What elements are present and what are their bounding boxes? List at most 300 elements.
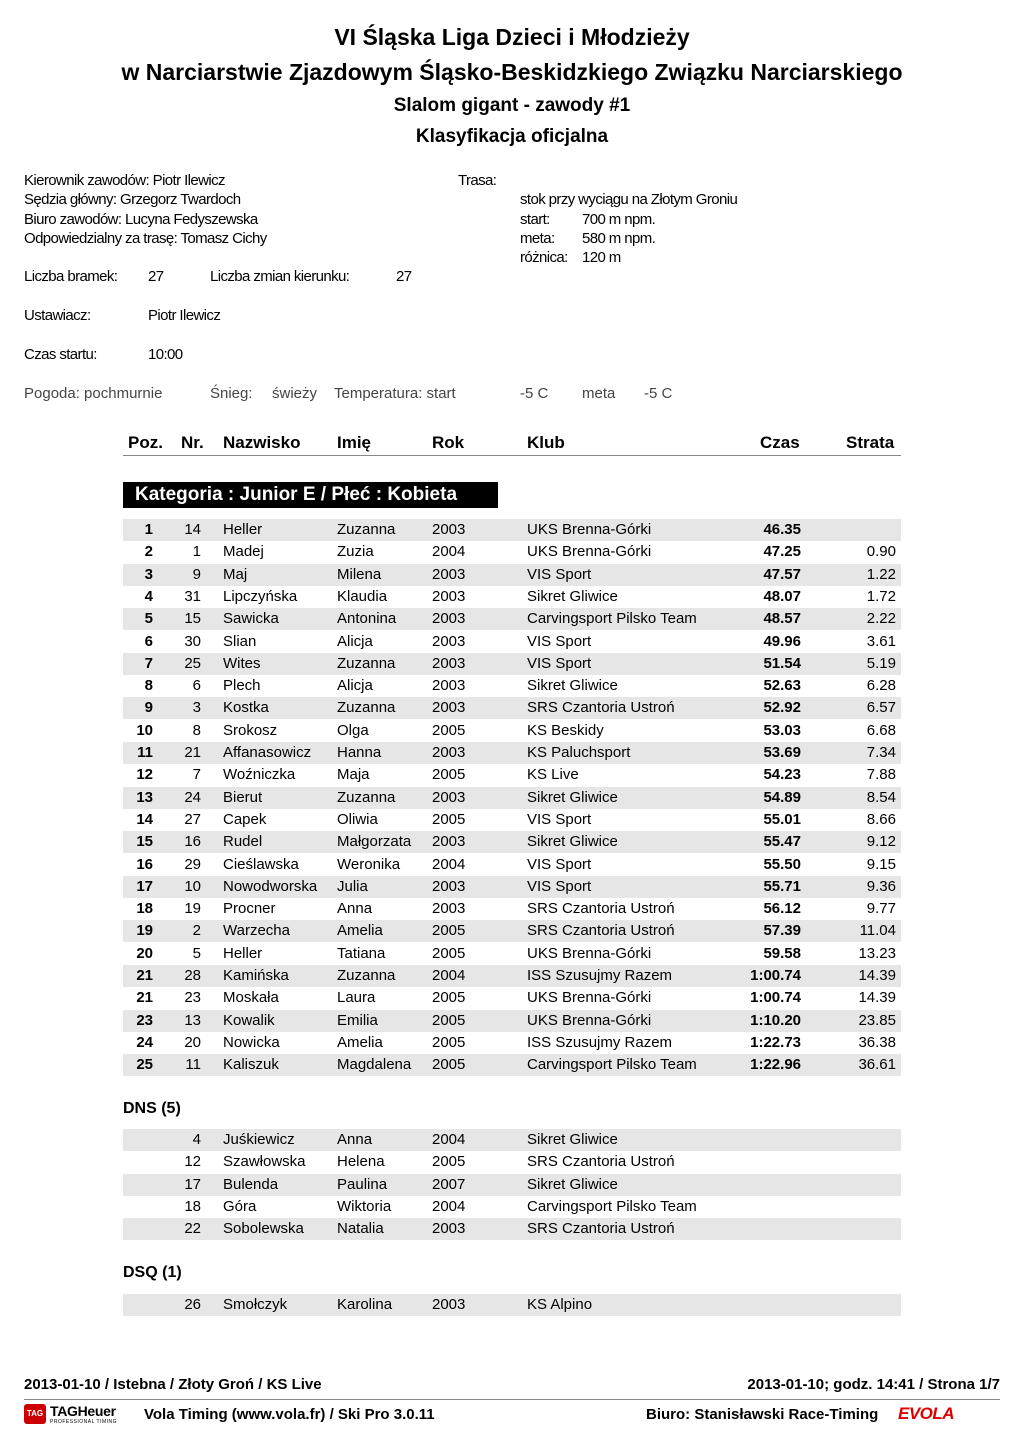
year-cell: 2003 bbox=[432, 521, 466, 538]
position-cell: 14 bbox=[136, 810, 153, 828]
year-cell: 2005 bbox=[432, 721, 466, 739]
footer-software: Vola Timing (www.vola.fr) / Ski Pro 3.0.11 bbox=[144, 1406, 435, 1423]
info-roznica-value: 120 m bbox=[582, 249, 621, 266]
position-cell: 15 bbox=[136, 833, 153, 851]
first-name-cell: Tatiana bbox=[337, 944, 386, 962]
vola-logo: EVOLA bbox=[898, 1404, 955, 1423]
surname-cell: Capek bbox=[223, 810, 267, 828]
time-cell: 53.69 bbox=[763, 744, 801, 761]
time-cell: 55.50 bbox=[763, 855, 801, 873]
diff-cell: 11.04 bbox=[859, 922, 896, 940]
table-row bbox=[123, 631, 901, 653]
table-row bbox=[123, 586, 901, 608]
bib-cell: 25 bbox=[184, 654, 201, 672]
time-cell: 1:10.20 bbox=[750, 1011, 801, 1029]
diff-cell: 7.34 bbox=[866, 744, 896, 761]
club-cell: Sikret Gliwice bbox=[527, 788, 618, 806]
surname-cell: Kamińska bbox=[223, 967, 289, 984]
club-cell: VIS Sport bbox=[527, 855, 592, 873]
time-cell: 59.58 bbox=[763, 944, 801, 962]
year-cell: 2003 bbox=[432, 587, 466, 605]
col-header-nazwisko: Nazwisko bbox=[223, 433, 301, 452]
year-cell: 2005 bbox=[432, 810, 466, 828]
footer-divider bbox=[24, 1399, 1000, 1400]
bib-cell: 2 bbox=[192, 922, 201, 940]
table-row bbox=[123, 965, 901, 987]
first-name-cell: Zuzanna bbox=[337, 699, 396, 717]
bib-cell: 30 bbox=[184, 632, 201, 650]
position-cell: 8 bbox=[144, 677, 153, 695]
surname-cell: Smołczyk bbox=[223, 1296, 288, 1313]
year-cell: 2003 bbox=[432, 1296, 466, 1313]
tag-heuer-text: TAGHeuer bbox=[50, 1403, 116, 1419]
position-cell: 19 bbox=[136, 922, 153, 940]
info-trasa-value: stok przy wyciągu na Złotym Groniu bbox=[520, 191, 738, 208]
weather-snieg-value: świeży bbox=[272, 385, 318, 402]
bib-cell: 22 bbox=[184, 1220, 201, 1238]
surname-cell: Warzecha bbox=[223, 922, 290, 940]
table-row bbox=[123, 1032, 901, 1054]
table-row bbox=[123, 1196, 901, 1218]
time-cell: 54.89 bbox=[763, 788, 801, 806]
surname-cell: Juśkiewicz bbox=[223, 1131, 295, 1148]
first-name-cell: Oliwia bbox=[337, 810, 378, 828]
club-cell: Sikret Gliwice bbox=[527, 833, 618, 851]
bib-cell: 26 bbox=[184, 1296, 201, 1313]
bib-cell: 5 bbox=[192, 944, 201, 962]
info-trasa-label: Trasa: bbox=[458, 172, 497, 189]
bib-cell: 21 bbox=[184, 744, 201, 761]
table-row bbox=[123, 1010, 901, 1032]
surname-cell: Procner bbox=[223, 900, 276, 918]
first-name-cell: Klaudia bbox=[337, 587, 388, 605]
bib-cell: 13 bbox=[184, 1011, 201, 1029]
table-row bbox=[123, 653, 901, 675]
time-cell: 49.96 bbox=[763, 632, 801, 650]
surname-cell: Heller bbox=[223, 944, 263, 962]
table-row bbox=[123, 1151, 901, 1173]
info-zmian-value: 27 bbox=[396, 268, 412, 285]
diff-cell: 9.12 bbox=[866, 833, 896, 851]
year-cell: 2004 bbox=[432, 967, 466, 984]
club-cell: UKS Brenna-Górki bbox=[527, 989, 652, 1007]
year-cell: 2005 bbox=[432, 944, 466, 962]
surname-cell: Szawłowska bbox=[223, 1153, 306, 1171]
table-row bbox=[123, 1174, 901, 1196]
year-cell: 2003 bbox=[432, 900, 466, 918]
first-name-cell: Małgorzata bbox=[337, 833, 412, 851]
time-cell: 46.35 bbox=[763, 521, 801, 538]
table-row bbox=[123, 898, 901, 920]
position-cell: 13 bbox=[136, 788, 153, 806]
col-header-nr: Nr. bbox=[181, 433, 204, 452]
bib-cell: 12 bbox=[184, 1153, 201, 1171]
club-cell: Carvingsport Pilsko Team bbox=[527, 610, 697, 628]
club-cell: VIS Sport bbox=[527, 632, 592, 650]
table-row bbox=[123, 742, 901, 764]
year-cell: 2005 bbox=[432, 1033, 466, 1051]
info-bramek-value: 27 bbox=[148, 268, 164, 285]
col-header-rok: Rok bbox=[432, 433, 465, 452]
first-name-cell: Helena bbox=[337, 1153, 385, 1171]
time-cell: 54.23 bbox=[763, 766, 801, 784]
first-name-cell: Anna bbox=[337, 900, 373, 918]
position-cell: 7 bbox=[144, 654, 153, 672]
diff-cell: 9.15 bbox=[866, 855, 896, 873]
title-line-1: VI Śląska Liga Dzieci i Młodzieży bbox=[334, 24, 690, 50]
surname-cell: Woźniczka bbox=[223, 766, 296, 784]
diff-cell: 3.61 bbox=[866, 632, 896, 650]
weather-temp-label: Temperatura: start bbox=[334, 385, 456, 402]
time-cell: 55.01 bbox=[763, 810, 801, 828]
first-name-cell: Zuzanna bbox=[337, 967, 396, 984]
tag-heuer-badge-text: TAG bbox=[26, 1409, 44, 1418]
club-cell: UKS Brenna-Górki bbox=[527, 543, 652, 561]
position-cell: 5 bbox=[144, 610, 153, 628]
first-name-cell: Amelia bbox=[337, 922, 383, 940]
table-row bbox=[123, 787, 901, 809]
time-cell: 48.57 bbox=[763, 610, 801, 628]
first-name-cell: Amelia bbox=[337, 1033, 383, 1051]
surname-cell: Sawicka bbox=[223, 610, 279, 628]
year-cell: 2007 bbox=[432, 1175, 466, 1193]
surname-cell: Góra bbox=[223, 1197, 257, 1215]
header-divider bbox=[123, 455, 901, 456]
info-meta-label: meta: bbox=[520, 230, 555, 247]
position-cell: 16 bbox=[136, 855, 153, 873]
first-name-cell: Zuzanna bbox=[337, 788, 396, 806]
club-cell: Sikret Gliwice bbox=[527, 1175, 618, 1193]
info-czas-label: Czas startu: bbox=[24, 346, 97, 363]
info-bramek-label: Liczba bramek: bbox=[24, 268, 118, 285]
club-cell: SRS Czantoria Ustroń bbox=[527, 1153, 675, 1171]
bib-cell: 1 bbox=[192, 543, 201, 561]
info-odpowiedzialny: Odpowiedzialny za trasę: Tomasz Cichy bbox=[24, 230, 267, 247]
diff-cell: 9.36 bbox=[866, 877, 896, 895]
bib-cell: 27 bbox=[184, 810, 201, 828]
first-name-cell: Anna bbox=[337, 1131, 373, 1148]
time-cell: 47.57 bbox=[763, 565, 801, 583]
first-name-cell: Karolina bbox=[337, 1296, 393, 1313]
table-row bbox=[123, 920, 901, 942]
first-name-cell: Zuzanna bbox=[337, 654, 396, 672]
table-row bbox=[123, 519, 901, 541]
diff-cell: 1.22 bbox=[866, 565, 896, 583]
position-cell: 4 bbox=[144, 587, 153, 605]
club-cell: VIS Sport bbox=[527, 877, 592, 895]
bib-cell: 3 bbox=[192, 699, 201, 717]
col-header-poz: Poz. bbox=[128, 433, 163, 452]
first-name-cell: Magdalena bbox=[337, 1056, 412, 1074]
table-row bbox=[123, 564, 901, 586]
club-cell: Carvingsport Pilsko Team bbox=[527, 1197, 697, 1215]
info-ustawiacz-label: Ustawiacz: bbox=[24, 307, 91, 324]
year-cell: 2003 bbox=[432, 833, 466, 851]
bib-cell: 14 bbox=[184, 521, 201, 538]
first-name-cell: Zuzanna bbox=[337, 521, 396, 538]
position-cell: 21 bbox=[136, 989, 153, 1007]
year-cell: 2004 bbox=[432, 855, 466, 873]
time-cell: 53.03 bbox=[763, 721, 801, 739]
club-cell: SRS Czantoria Ustroń bbox=[527, 900, 675, 918]
diff-cell: 14.39 bbox=[858, 967, 896, 984]
diff-cell: 8.66 bbox=[866, 810, 896, 828]
surname-cell: Rudel bbox=[223, 833, 263, 851]
col-header-czas: Czas bbox=[760, 433, 800, 452]
table-row bbox=[123, 943, 901, 965]
year-cell: 2003 bbox=[432, 654, 466, 672]
table-row bbox=[123, 809, 901, 831]
surname-cell: Bulenda bbox=[223, 1175, 279, 1193]
tag-heuer-subtext: PROFESSIONAL TIMING bbox=[50, 1419, 118, 1425]
time-cell: 52.92 bbox=[763, 699, 801, 717]
club-cell: ISS Szusujmy Razem bbox=[527, 967, 673, 984]
first-name-cell: Alicja bbox=[337, 677, 373, 695]
footer-right: 2013-01-10; godz. 14:41 / Strona 1/7 bbox=[747, 1376, 1000, 1393]
time-cell: 55.71 bbox=[763, 877, 801, 895]
table-row bbox=[123, 1129, 901, 1151]
club-cell: Sikret Gliwice bbox=[527, 587, 618, 605]
first-name-cell: Olga bbox=[337, 721, 369, 739]
year-cell: 2003 bbox=[432, 1220, 466, 1238]
diff-cell: 2.22 bbox=[866, 610, 896, 628]
year-cell: 2003 bbox=[432, 632, 466, 650]
position-cell: 6 bbox=[144, 632, 153, 650]
year-cell: 2004 bbox=[432, 1197, 466, 1215]
bib-cell: 7 bbox=[192, 766, 201, 784]
dns-title: DNS (5) bbox=[123, 1100, 181, 1117]
year-cell: 2005 bbox=[432, 922, 466, 940]
surname-cell: Nowicka bbox=[223, 1033, 280, 1051]
info-meta-value: 580 m npm. bbox=[582, 230, 656, 247]
table-row bbox=[123, 697, 901, 719]
first-name-cell: Alicja bbox=[337, 632, 373, 650]
time-cell: 52.63 bbox=[763, 677, 801, 695]
bib-cell: 19 bbox=[184, 900, 201, 918]
table-row bbox=[123, 876, 901, 898]
diff-cell: 0.90 bbox=[866, 543, 896, 561]
surname-cell: Lipczyńska bbox=[223, 587, 298, 605]
table-row bbox=[123, 1294, 901, 1316]
position-cell: 2 bbox=[144, 543, 153, 561]
table-row bbox=[123, 541, 901, 563]
first-name-cell: Hanna bbox=[337, 744, 382, 761]
position-cell: 21 bbox=[136, 967, 153, 984]
first-name-cell: Laura bbox=[337, 989, 376, 1007]
table-row bbox=[123, 720, 901, 742]
weather-temp-start: -5 C bbox=[520, 385, 549, 402]
club-cell: SRS Czantoria Ustroń bbox=[527, 922, 675, 940]
club-cell: SRS Czantoria Ustroń bbox=[527, 699, 675, 717]
category-banner: Kategoria : Junior E / Płeć : Kobieta bbox=[123, 482, 498, 508]
year-cell: 2003 bbox=[432, 677, 466, 695]
club-cell: Sikret Gliwice bbox=[527, 1131, 618, 1148]
time-cell: 1:22.96 bbox=[750, 1056, 801, 1074]
diff-cell: 1.72 bbox=[866, 587, 896, 605]
first-name-cell: Milena bbox=[337, 565, 382, 583]
year-cell: 2005 bbox=[432, 1056, 466, 1074]
year-cell: 2005 bbox=[432, 1011, 466, 1029]
table-row bbox=[123, 1054, 901, 1076]
position-cell: 17 bbox=[136, 877, 153, 895]
time-cell: 1:00.74 bbox=[750, 989, 801, 1007]
bib-cell: 6 bbox=[192, 677, 201, 695]
weather-temp-meta-label: meta bbox=[582, 385, 616, 402]
bib-cell: 29 bbox=[184, 855, 201, 873]
col-header-klub: Klub bbox=[527, 433, 565, 452]
position-cell: 9 bbox=[144, 699, 153, 717]
position-cell: 11 bbox=[137, 744, 153, 761]
first-name-cell: Wiktoria bbox=[337, 1197, 392, 1215]
club-cell: UKS Brenna-Górki bbox=[527, 944, 652, 962]
first-name-cell: Emilia bbox=[337, 1011, 378, 1029]
position-cell: 10 bbox=[136, 721, 153, 739]
time-cell: 55.47 bbox=[763, 833, 801, 851]
surname-cell: Heller bbox=[223, 521, 263, 538]
time-cell: 47.25 bbox=[763, 543, 801, 561]
year-cell: 2005 bbox=[432, 989, 466, 1007]
info-kierownik: Kierownik zawodów: Piotr Ilewicz bbox=[24, 172, 225, 189]
club-cell: SRS Czantoria Ustroń bbox=[527, 1220, 675, 1238]
position-cell: 23 bbox=[136, 1011, 153, 1029]
surname-cell: Slian bbox=[223, 632, 257, 650]
info-sedzia: Sędzia główny: Grzegorz Twardoch bbox=[24, 191, 241, 208]
year-cell: 2003 bbox=[432, 788, 466, 806]
club-cell: Sikret Gliwice bbox=[527, 677, 618, 695]
diff-cell: 23.85 bbox=[858, 1011, 896, 1029]
year-cell: 2004 bbox=[432, 543, 466, 561]
time-cell: 56.12 bbox=[763, 900, 801, 918]
table-row bbox=[123, 675, 901, 697]
table-row bbox=[123, 1218, 901, 1240]
diff-cell: 6.68 bbox=[866, 721, 896, 739]
club-cell: VIS Sport bbox=[527, 565, 592, 583]
info-ustawiacz-value: Piotr Ilewicz bbox=[148, 307, 221, 324]
tag-heuer-logo bbox=[24, 1404, 46, 1424]
diff-cell: 6.57 bbox=[866, 699, 896, 717]
time-cell: 48.07 bbox=[763, 587, 801, 605]
bib-cell: 23 bbox=[184, 989, 201, 1007]
table-row bbox=[123, 854, 901, 876]
surname-cell: Srokosz bbox=[223, 721, 278, 739]
diff-cell: 6.28 bbox=[866, 677, 896, 695]
first-name-cell: Natalia bbox=[337, 1220, 384, 1238]
club-cell: ISS Szusujmy Razem bbox=[527, 1033, 673, 1051]
first-name-cell: Antonina bbox=[337, 610, 397, 628]
year-cell: 2003 bbox=[432, 877, 466, 895]
bib-cell: 18 bbox=[184, 1197, 201, 1215]
position-cell: 12 bbox=[136, 766, 153, 784]
surname-cell: Kaliszuk bbox=[223, 1056, 279, 1074]
surname-cell: Wites bbox=[223, 654, 261, 672]
bib-cell: 10 bbox=[184, 877, 201, 895]
position-cell: 20 bbox=[136, 944, 153, 962]
club-cell: UKS Brenna-Górki bbox=[527, 1011, 652, 1029]
position-cell: 1 bbox=[144, 521, 153, 538]
weather-snieg-label: Śnieg: bbox=[210, 385, 253, 402]
position-cell: 25 bbox=[136, 1056, 153, 1074]
table-row bbox=[123, 987, 901, 1009]
diff-cell: 13.23 bbox=[858, 944, 896, 962]
dsq-title: DSQ (1) bbox=[123, 1264, 182, 1281]
bib-cell: 9 bbox=[192, 565, 201, 583]
surname-cell: Moskała bbox=[223, 989, 279, 1007]
year-cell: 2003 bbox=[432, 744, 466, 761]
bib-cell: 15 bbox=[184, 610, 201, 628]
club-cell: KS Beskidy bbox=[527, 721, 604, 739]
year-cell: 2003 bbox=[432, 565, 466, 583]
time-cell: 51.54 bbox=[763, 654, 801, 672]
info-biuro: Biuro zawodów: Lucyna Fedyszewska bbox=[24, 211, 258, 228]
year-cell: 2005 bbox=[432, 766, 466, 784]
bib-cell: 11 bbox=[185, 1056, 201, 1074]
table-row bbox=[123, 831, 901, 853]
footer-left: 2013-01-10 / Istebna / Złoty Groń / KS Live bbox=[24, 1376, 322, 1393]
diff-cell: 5.19 bbox=[866, 654, 896, 672]
year-cell: 2004 bbox=[432, 1131, 466, 1148]
bib-cell: 8 bbox=[192, 721, 201, 739]
surname-cell: Madej bbox=[223, 543, 264, 561]
weather-temp-meta: -5 C bbox=[644, 385, 673, 402]
club-cell: KS Paluchsport bbox=[527, 744, 631, 761]
first-name-cell: Zuzia bbox=[337, 543, 374, 561]
bib-cell: 28 bbox=[184, 967, 201, 984]
position-cell: 18 bbox=[136, 900, 153, 918]
surname-cell: Affanasowicz bbox=[223, 744, 312, 761]
time-cell: 1:00.74 bbox=[750, 967, 801, 984]
footer-biuro: Biuro: Stanisławski Race-Timing bbox=[646, 1406, 879, 1423]
surname-cell: Bierut bbox=[223, 788, 263, 806]
diff-cell: 36.61 bbox=[858, 1056, 896, 1074]
position-cell: 3 bbox=[144, 565, 153, 583]
club-cell: KS Live bbox=[527, 766, 579, 784]
bib-cell: 16 bbox=[184, 833, 201, 851]
surname-cell: Kowalik bbox=[223, 1011, 275, 1029]
weather-pogoda: Pogoda: pochmurnie bbox=[24, 385, 163, 402]
info-start-value: 700 m npm. bbox=[582, 211, 656, 228]
time-cell: 57.39 bbox=[763, 922, 801, 940]
year-cell: 2003 bbox=[432, 610, 466, 628]
time-cell: 1:22.73 bbox=[750, 1033, 801, 1051]
bib-cell: 31 bbox=[184, 587, 201, 605]
year-cell: 2003 bbox=[432, 699, 466, 717]
surname-cell: Plech bbox=[223, 677, 261, 695]
year-cell: 2005 bbox=[432, 1153, 466, 1171]
bib-cell: 20 bbox=[184, 1033, 201, 1051]
diff-cell: 7.88 bbox=[866, 766, 896, 784]
col-header-strata: Strata bbox=[846, 433, 895, 452]
bib-cell: 4 bbox=[192, 1131, 201, 1148]
info-czas-value: 10:00 bbox=[148, 346, 183, 363]
surname-cell: Sobolewska bbox=[223, 1220, 304, 1238]
first-name-cell: Weronika bbox=[337, 855, 401, 873]
surname-cell: Maj bbox=[223, 565, 248, 583]
info-roznica-label: różnica: bbox=[520, 249, 568, 266]
bib-cell: 17 bbox=[184, 1175, 201, 1193]
table-row bbox=[123, 764, 901, 786]
club-cell: UKS Brenna-Górki bbox=[527, 521, 652, 538]
club-cell: KS Alpino bbox=[527, 1296, 593, 1313]
first-name-cell: Maja bbox=[337, 766, 370, 784]
surname-cell: Nowodworska bbox=[223, 877, 318, 895]
first-name-cell: Paulina bbox=[337, 1175, 388, 1193]
info-start-label: start: bbox=[520, 211, 550, 228]
title-line-4: Klasyfikacja oficjalna bbox=[415, 126, 609, 147]
diff-cell: 8.54 bbox=[866, 788, 896, 806]
diff-cell: 36.38 bbox=[858, 1033, 896, 1051]
col-header-imie: Imię bbox=[337, 433, 372, 452]
bib-cell: 24 bbox=[184, 788, 201, 806]
